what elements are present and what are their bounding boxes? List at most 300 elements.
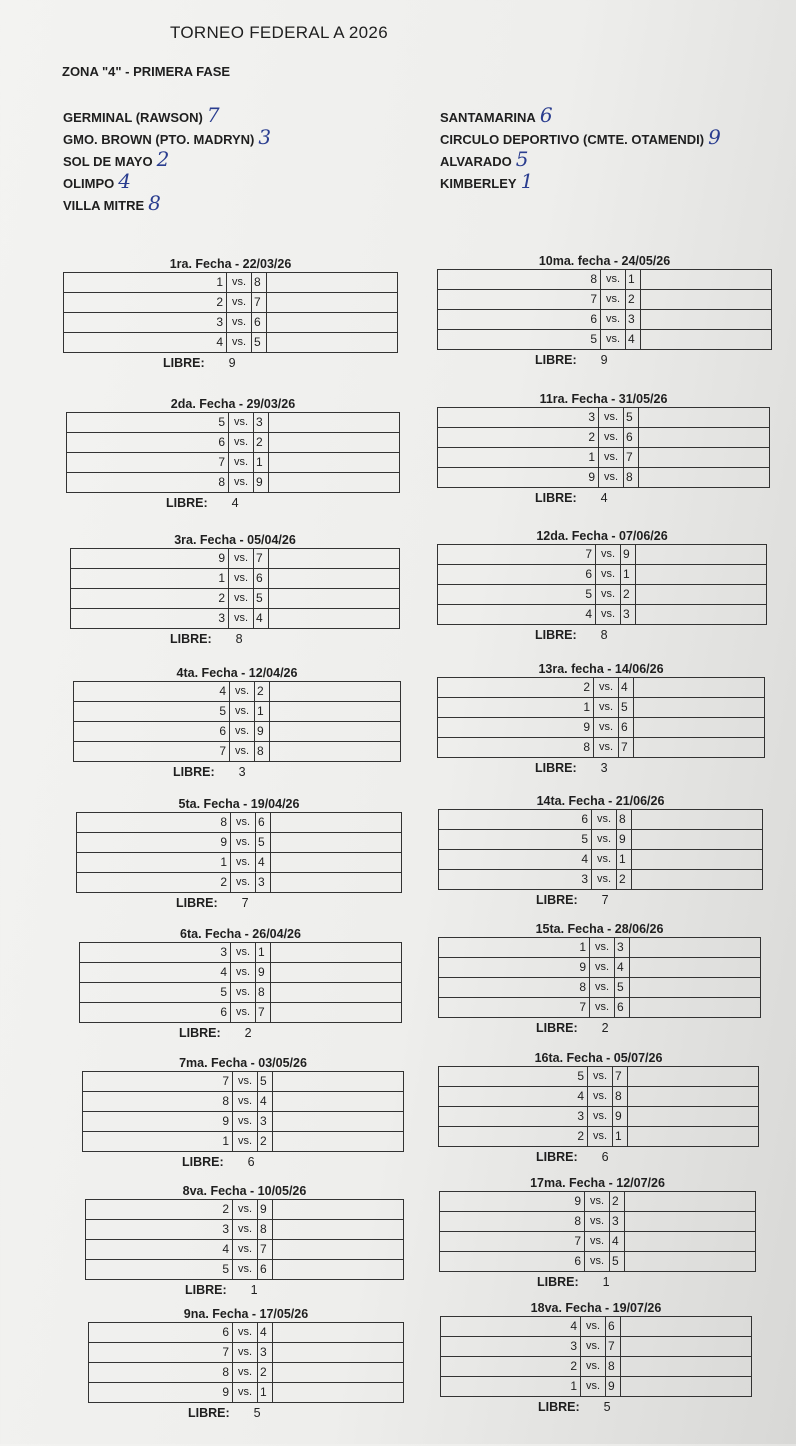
libre-team-number: 2 (244, 1026, 252, 1040)
libre-team-number: 8 (235, 632, 243, 646)
row-spacer (267, 293, 398, 313)
match-row (71, 549, 400, 569)
away-team-number: 5 (258, 1072, 273, 1092)
libre-team-number: 1 (602, 1275, 610, 1289)
fecha-block (63, 256, 398, 396)
away-team-number: 9 (254, 473, 269, 493)
fecha-title: 9na. Fecha - 17/05/26 (183, 1307, 309, 1321)
vs-label: vs. (590, 958, 615, 978)
libre-row (437, 491, 770, 505)
away-team-number: 3 (610, 1212, 625, 1232)
row-spacer (639, 408, 770, 428)
vs-label: vs. (588, 1127, 613, 1147)
vs-label: vs. (588, 1087, 613, 1107)
row-spacer (270, 702, 401, 722)
match-row (438, 738, 765, 758)
away-team-number: 5 (254, 589, 269, 609)
row-spacer (269, 549, 400, 569)
match-row (438, 448, 770, 468)
team-entry (63, 170, 271, 192)
home-team-number: 1 (64, 273, 227, 293)
libre-row (70, 632, 400, 646)
vs-label: vs. (231, 873, 256, 893)
fecha-title: 11ra. Fecha - 31/05/26 (539, 392, 668, 406)
fecha-block (438, 921, 761, 1061)
vs-label: vs. (229, 473, 254, 493)
vs-label: vs. (229, 549, 254, 569)
home-team-number: 2 (439, 1127, 588, 1147)
home-team-number: 6 (67, 433, 229, 453)
row-spacer (269, 569, 400, 589)
vs-label: vs. (229, 609, 254, 629)
fecha-table (438, 809, 763, 890)
team-name: OLIMPO (63, 176, 115, 191)
libre-label: LIBRE: (188, 1406, 230, 1420)
team-name: KIMBERLEY (440, 176, 517, 191)
libre-team-number: 9 (228, 356, 236, 370)
away-team-number: 8 (606, 1357, 621, 1377)
home-team-number: 7 (83, 1072, 233, 1092)
vs-label: vs. (233, 1132, 258, 1152)
home-team-number: 9 (439, 958, 590, 978)
team-entry (63, 126, 271, 148)
fecha-table (76, 812, 402, 893)
fecha-block (66, 396, 400, 536)
match-row (83, 1112, 404, 1132)
vs-label: vs. (594, 738, 619, 758)
match-row (77, 833, 402, 853)
home-team-number: 5 (438, 330, 601, 350)
libre-label: LIBRE: (536, 1021, 578, 1035)
match-row (441, 1337, 752, 1357)
home-team-number: 9 (71, 549, 229, 569)
home-team-number: 1 (441, 1377, 581, 1397)
libre-label: LIBRE: (535, 491, 577, 505)
row-spacer (641, 310, 772, 330)
team-name: CIRCULO DEPORTIVO (CMTE. OTAMENDI) (440, 132, 705, 147)
fecha-title: 13ra. fecha - 14/06/26 (538, 662, 664, 676)
row-spacer (271, 1003, 402, 1023)
match-row (86, 1260, 404, 1280)
vs-label: vs. (596, 605, 621, 625)
match-row (439, 1067, 759, 1087)
row-spacer (632, 870, 763, 890)
home-team-number: 9 (89, 1383, 233, 1403)
match-row (86, 1200, 404, 1220)
libre-row (76, 896, 402, 910)
libre-label: LIBRE: (173, 765, 215, 779)
vs-label: vs. (588, 1107, 613, 1127)
away-team-number: 7 (258, 1240, 273, 1260)
match-row (64, 273, 398, 293)
home-team-number: 4 (86, 1240, 233, 1260)
vs-label: vs. (592, 830, 617, 850)
libre-row (438, 893, 763, 907)
row-spacer (273, 1240, 404, 1260)
away-team-number: 6 (606, 1317, 621, 1337)
home-team-number: 9 (438, 718, 594, 738)
fecha-title: 2da. Fecha - 29/03/26 (170, 397, 296, 411)
home-team-number: 2 (438, 428, 599, 448)
match-row (438, 718, 765, 738)
team-entry (63, 192, 271, 214)
away-team-number: 8 (258, 1220, 273, 1240)
row-spacer (621, 1317, 752, 1337)
team-number-handwritten: 8 (148, 191, 161, 215)
row-spacer (270, 722, 401, 742)
fecha-title: 5ta. Fecha - 19/04/26 (178, 797, 300, 811)
match-row (89, 1363, 404, 1383)
away-team-number: 9 (255, 722, 270, 742)
row-spacer (628, 1127, 759, 1147)
home-team-number: 7 (67, 453, 229, 473)
libre-team-number: 5 (603, 1400, 611, 1414)
vs-label: vs. (229, 453, 254, 473)
vs-label: vs. (590, 998, 615, 1018)
row-spacer (271, 873, 402, 893)
fecha-table (437, 407, 770, 488)
away-team-number: 2 (621, 585, 636, 605)
home-team-number: 8 (83, 1092, 233, 1112)
libre-label: LIBRE: (170, 632, 212, 646)
row-spacer (621, 1377, 752, 1397)
vs-label: vs. (599, 428, 624, 448)
away-team-number: 8 (613, 1087, 628, 1107)
vs-label: vs. (581, 1357, 606, 1377)
match-row (67, 413, 400, 433)
vs-label: vs. (230, 722, 255, 742)
fecha-title: 3ra. Fecha - 05/04/26 (174, 533, 296, 547)
match-row (71, 589, 400, 609)
away-team-number: 3 (254, 413, 269, 433)
fecha-title: 1ra. Fecha - 22/03/26 (169, 257, 292, 271)
vs-label: vs. (230, 702, 255, 722)
match-row (438, 290, 772, 310)
fecha-block (437, 661, 765, 801)
team-list-right (440, 104, 721, 192)
match-row (440, 1252, 756, 1272)
row-spacer (634, 678, 765, 698)
vs-label: vs. (231, 983, 256, 1003)
match-row (438, 678, 765, 698)
away-team-number: 1 (621, 565, 636, 585)
row-spacer (625, 1192, 756, 1212)
row-spacer (273, 1363, 404, 1383)
home-team-number: 2 (71, 589, 229, 609)
home-team-number: 8 (440, 1212, 585, 1232)
libre-row (73, 765, 401, 779)
away-team-number: 9 (258, 1200, 273, 1220)
home-team-number: 3 (441, 1337, 581, 1357)
vs-label: vs. (229, 413, 254, 433)
fecha-table (438, 1066, 759, 1147)
match-row (441, 1317, 752, 1337)
fecha-block (438, 793, 763, 933)
fecha-title: 8va. Fecha - 10/05/26 (182, 1184, 307, 1198)
match-row (439, 870, 763, 890)
libre-row (438, 1021, 761, 1035)
team-list-left (63, 104, 271, 214)
libre-row (85, 1283, 404, 1297)
vs-label: vs. (233, 1072, 258, 1092)
away-team-number: 6 (256, 813, 271, 833)
vs-label: vs. (229, 569, 254, 589)
row-spacer (269, 473, 400, 493)
match-row (74, 742, 401, 762)
fecha-table (85, 1199, 404, 1280)
match-row (77, 853, 402, 873)
match-row (71, 609, 400, 629)
vs-label: vs. (230, 682, 255, 702)
libre-row (437, 628, 767, 642)
row-spacer (273, 1383, 404, 1403)
away-team-number: 7 (624, 448, 639, 468)
match-row (439, 1107, 759, 1127)
home-team-number: 8 (438, 270, 601, 290)
team-number-handwritten: 3 (258, 125, 272, 149)
row-spacer (269, 589, 400, 609)
team-entry (63, 148, 271, 170)
row-spacer (270, 742, 401, 762)
match-row (83, 1072, 404, 1092)
team-number-handwritten: 4 (118, 169, 132, 193)
home-team-number: 5 (439, 1067, 588, 1087)
match-row (80, 943, 402, 963)
away-team-number: 4 (254, 609, 269, 629)
away-team-number: 5 (619, 698, 634, 718)
home-team-number: 2 (77, 873, 231, 893)
home-team-number: 7 (438, 545, 596, 565)
away-team-number: 1 (626, 270, 641, 290)
row-spacer (628, 1107, 759, 1127)
fecha-block (76, 796, 402, 936)
fecha-block (437, 528, 767, 668)
libre-label: LIBRE: (163, 356, 205, 370)
match-row (86, 1220, 404, 1240)
match-row (80, 963, 402, 983)
libre-row (82, 1155, 404, 1169)
row-spacer (630, 998, 761, 1018)
home-team-number: 1 (438, 448, 599, 468)
row-spacer (632, 830, 763, 850)
vs-label: vs. (601, 270, 626, 290)
row-spacer (271, 833, 402, 853)
match-row (64, 293, 398, 313)
vs-label: vs. (233, 1260, 258, 1280)
libre-label: LIBRE: (536, 1150, 578, 1164)
home-team-number: 6 (438, 565, 596, 585)
row-spacer (269, 433, 400, 453)
home-team-number: 5 (67, 413, 229, 433)
match-row (74, 702, 401, 722)
away-team-number: 7 (254, 549, 269, 569)
away-team-number: 6 (619, 718, 634, 738)
away-team-number: 3 (258, 1343, 273, 1363)
vs-label: vs. (230, 742, 255, 762)
vs-label: vs. (231, 813, 256, 833)
away-team-number: 6 (254, 569, 269, 589)
team-entry (63, 104, 271, 126)
match-row (67, 453, 400, 473)
team-number-handwritten: 6 (539, 103, 553, 127)
row-spacer (639, 448, 770, 468)
home-team-number: 8 (439, 978, 590, 998)
home-team-number: 4 (439, 1087, 588, 1107)
libre-row (437, 761, 765, 775)
row-spacer (625, 1212, 756, 1232)
fecha-title: 15ta. Fecha - 28/06/26 (535, 922, 664, 936)
libre-label: LIBRE: (537, 1275, 579, 1289)
vs-label: vs. (233, 1363, 258, 1383)
match-row (438, 428, 770, 448)
fecha-title: 10ma. fecha - 24/05/26 (538, 254, 671, 268)
away-team-number: 2 (626, 290, 641, 310)
home-team-number: 6 (80, 1003, 231, 1023)
fecha-block (70, 532, 400, 672)
away-team-number: 9 (617, 830, 632, 850)
row-spacer (271, 943, 402, 963)
away-team-number: 1 (255, 702, 270, 722)
fecha-title: 16ta. Fecha - 05/07/26 (534, 1051, 663, 1065)
team-number-handwritten: 2 (156, 147, 170, 171)
fecha-block (88, 1306, 404, 1446)
fecha-block (440, 1300, 752, 1440)
team-number-handwritten: 1 (520, 169, 534, 193)
libre-team-number: 9 (600, 353, 608, 367)
match-row (440, 1212, 756, 1232)
fecha-table (73, 681, 401, 762)
home-team-number: 1 (438, 698, 594, 718)
row-spacer (641, 330, 772, 350)
vs-label: vs. (233, 1343, 258, 1363)
away-team-number: 6 (615, 998, 630, 1018)
fecha-title: 6ta. Fecha - 26/04/26 (180, 927, 301, 941)
home-team-number: 4 (438, 605, 596, 625)
home-team-number: 2 (64, 293, 227, 313)
away-team-number: 1 (256, 943, 271, 963)
home-team-number: 2 (441, 1357, 581, 1377)
libre-team-number: 4 (600, 491, 608, 505)
home-team-number: 5 (439, 830, 592, 850)
vs-label: vs. (233, 1383, 258, 1403)
match-row (77, 873, 402, 893)
row-spacer (267, 333, 398, 353)
match-row (89, 1383, 404, 1403)
match-row (439, 978, 761, 998)
vs-label: vs. (590, 978, 615, 998)
vs-label: vs. (594, 698, 619, 718)
vs-label: vs. (231, 833, 256, 853)
match-row (80, 983, 402, 1003)
home-team-number: 3 (439, 870, 592, 890)
fecha-block (439, 1175, 756, 1315)
row-spacer (273, 1200, 404, 1220)
row-spacer (270, 682, 401, 702)
vs-label: vs. (601, 290, 626, 310)
vs-label: vs. (592, 850, 617, 870)
match-row (77, 813, 402, 833)
row-spacer (621, 1337, 752, 1357)
home-team-number: 3 (86, 1220, 233, 1240)
home-team-number: 5 (80, 983, 231, 1003)
home-team-number: 6 (438, 310, 601, 330)
page-title: TORNEO FEDERAL A 2026 (170, 23, 388, 42)
away-team-number: 3 (621, 605, 636, 625)
libre-label: LIBRE: (538, 1400, 580, 1414)
row-spacer (634, 718, 765, 738)
match-row (440, 1232, 756, 1252)
vs-label: vs. (596, 565, 621, 585)
home-team-number: 7 (440, 1232, 585, 1252)
team-entry (440, 148, 721, 170)
home-team-number: 8 (77, 813, 231, 833)
away-team-number: 4 (626, 330, 641, 350)
match-row (67, 433, 400, 453)
vs-label: vs. (233, 1323, 258, 1343)
away-team-number: 3 (256, 873, 271, 893)
away-team-number: 6 (258, 1260, 273, 1280)
fecha-title: 17ma. Fecha - 12/07/26 (530, 1176, 665, 1190)
away-team-number: 3 (258, 1112, 273, 1132)
match-row (439, 830, 763, 850)
away-team-number: 4 (258, 1323, 273, 1343)
vs-label: vs. (590, 938, 615, 958)
row-spacer (267, 313, 398, 333)
home-team-number: 8 (67, 473, 229, 493)
home-team-number: 6 (74, 722, 230, 742)
away-team-number: 8 (255, 742, 270, 762)
libre-team-number: 7 (601, 893, 609, 907)
vs-label: vs. (581, 1377, 606, 1397)
fecha-table (88, 1322, 404, 1403)
home-team-number: 8 (438, 738, 594, 758)
match-row (438, 698, 765, 718)
vs-label: vs. (601, 310, 626, 330)
away-team-number: 2 (610, 1192, 625, 1212)
fecha-table (66, 412, 400, 493)
away-team-number: 2 (254, 433, 269, 453)
away-team-number: 2 (617, 870, 632, 890)
vs-label: vs. (585, 1212, 610, 1232)
vs-label: vs. (231, 963, 256, 983)
row-spacer (636, 585, 767, 605)
row-spacer (630, 978, 761, 998)
libre-team-number: 4 (231, 496, 239, 510)
home-team-number: 3 (438, 408, 599, 428)
row-spacer (641, 290, 772, 310)
row-spacer (628, 1087, 759, 1107)
vs-label: vs. (599, 448, 624, 468)
away-team-number: 6 (624, 428, 639, 448)
vs-label: vs. (233, 1220, 258, 1240)
team-name: ALVARADO (440, 154, 512, 169)
fecha-title: 14ta. Fecha - 21/06/26 (536, 794, 665, 808)
row-spacer (269, 453, 400, 473)
match-row (89, 1343, 404, 1363)
team-number-handwritten: 9 (708, 125, 721, 149)
match-row (80, 1003, 402, 1023)
vs-label: vs. (227, 333, 252, 353)
vs-label: vs. (233, 1200, 258, 1220)
libre-row (438, 1150, 759, 1164)
row-spacer (273, 1343, 404, 1363)
row-spacer (636, 605, 767, 625)
fecha-title: 7ma. Fecha - 03/05/26 (179, 1056, 307, 1070)
row-spacer (634, 738, 765, 758)
match-row (439, 938, 761, 958)
row-spacer (273, 1260, 404, 1280)
vs-label: vs. (596, 545, 621, 565)
